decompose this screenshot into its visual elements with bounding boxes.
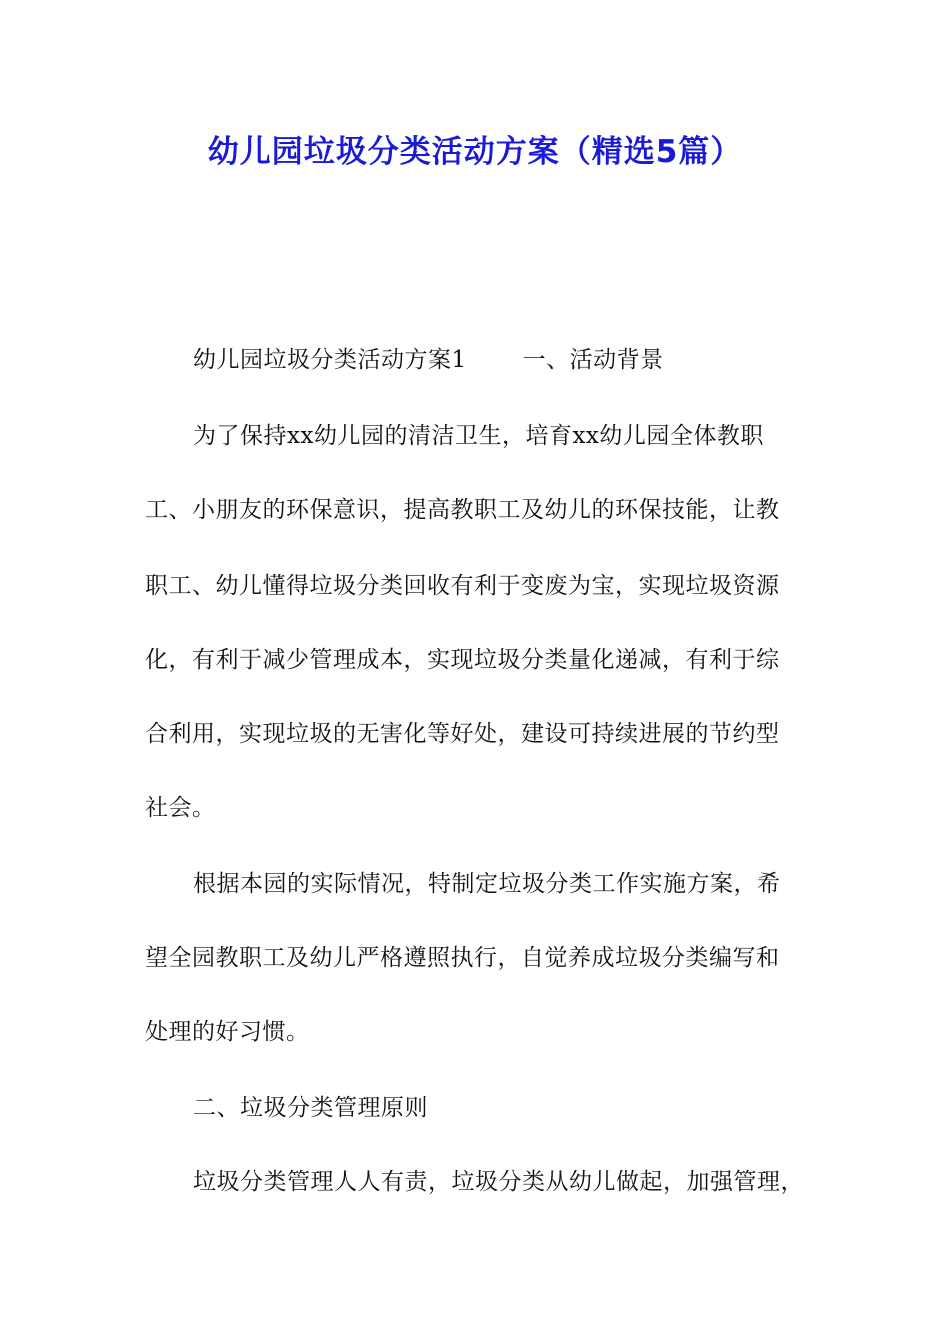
paragraph2-line: 处理的好习惯。 bbox=[145, 1019, 310, 1045]
document-title: 幼儿园垃圾分类活动方案（精选5篇） bbox=[207, 134, 743, 170]
paragraph1-line: 职工、幼儿懂得垃圾分类回收有利于变废为宝，实现垃圾资源 bbox=[145, 573, 780, 599]
paragraph1-line: 合利用，实现垃圾的无害化等好处，建设可持续进展的节约型 bbox=[145, 721, 780, 747]
section-heading-principles: 二、垃圾分类管理原则 bbox=[193, 1095, 428, 1121]
paragraph2-line: 根据本园的实际情况，特制定垃圾分类工作实施方案，希 bbox=[193, 871, 781, 897]
paragraph1-line: 化，有利于减少管理成本，实现垃圾分类量化递减，有利于综 bbox=[145, 647, 780, 673]
paragraph1-line: 工、小朋友的环保意识，提高教职工及幼儿的环保技能，让教 bbox=[145, 497, 780, 523]
paragraph3-line: 垃圾分类管理人人有责，垃圾分类从幼儿做起，加强管理， bbox=[193, 1169, 804, 1195]
paragraph1-line: 社会。 bbox=[145, 795, 216, 821]
heading-line bbox=[193, 342, 664, 378]
paragraph1-line: 为了保持xx幼儿园的清洁卫生，培育xx幼儿园全体教职 bbox=[193, 423, 764, 449]
section-heading-background: 一、活动背景 bbox=[522, 347, 664, 373]
paragraph2-line: 望全园教职工及幼儿严格遵照执行，自觉养成垃圾分类编写和 bbox=[145, 945, 780, 971]
plan-heading: 幼儿园垃圾分类活动方案1 bbox=[193, 347, 467, 373]
